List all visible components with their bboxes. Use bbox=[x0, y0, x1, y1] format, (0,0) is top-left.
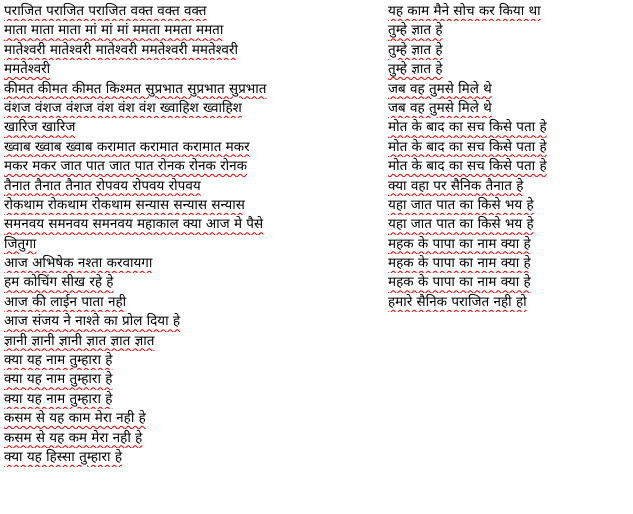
text-line[interactable]: समनवय समनवय समनवय महाकाल क्या आज मे पैसे bbox=[4, 216, 264, 233]
text-line[interactable]: जब वह तुमसे मिले थे bbox=[388, 80, 492, 97]
text-line[interactable]: तुम्हे ज्ञात हे bbox=[388, 61, 443, 78]
text-line[interactable]: यहा जात पात का किसे भय हे bbox=[388, 196, 534, 213]
text-line[interactable]: आज की लाईन पाता नही bbox=[4, 293, 127, 310]
text-line[interactable]: तुम्हे ज्ञात हे bbox=[388, 22, 443, 39]
text-line[interactable]: ज्ञानी ज्ञानी ज्ञानी ज्ञात ज्ञात ज्ञात bbox=[4, 332, 155, 349]
text-line[interactable]: वंशज वंशज वंशज वंश वंश वंश ख्वाहिश ख्वाहिश bbox=[4, 99, 242, 116]
text-line[interactable]: कसम से यह कम मेरा नही हे bbox=[4, 429, 143, 446]
text-line[interactable]: क्या यह नाम तुम्हारा हे bbox=[4, 371, 113, 388]
text-line[interactable]: हम कोचिंग सीख रहे हे bbox=[4, 274, 114, 291]
text-line[interactable]: हमारे सैनिक पराजित नही हो bbox=[388, 293, 527, 310]
text-line[interactable]: मोत के बाद का सच किसे पता हे bbox=[388, 119, 547, 136]
text-line[interactable]: मकर मकर जात पात जात पात रोनक रोनक रोनक bbox=[4, 158, 248, 175]
text-line[interactable]: यहा जात पात का किसे भय हे bbox=[388, 216, 534, 233]
text-line[interactable]: यह काम मैने सोच कर किया था bbox=[388, 3, 541, 19]
text-line[interactable]: जब वह तुमसे मिले थे bbox=[388, 99, 492, 116]
text-line[interactable]: क्या यह नाम तुम्हारा हे bbox=[4, 390, 113, 407]
text-line[interactable]: खारिज खारिज bbox=[4, 119, 76, 136]
text-line[interactable]: मोत के बाद का सच किसे पता हे bbox=[388, 158, 547, 175]
text-line[interactable]: रोकथाम रोकथाम रोकथाम सन्यास सन्यास सन्यास bbox=[4, 196, 245, 213]
right-column bbox=[388, 2, 628, 312]
text-line[interactable]: महक के पापा का नाम क्या हे bbox=[388, 255, 531, 272]
text-line[interactable]: ममतेश्वरी bbox=[4, 61, 51, 78]
text-line[interactable]: कसम से यह काम मेरा नही हे bbox=[4, 410, 146, 427]
text-line[interactable]: माता माता माता मां मां मां ममता ममता ममता bbox=[4, 22, 224, 39]
text-line[interactable]: क्या यह हिस्सा तुम्हारा हे bbox=[4, 448, 123, 465]
text-line[interactable]: तैनात तैनात तैनात रोपवय रोपवय रोपवय bbox=[4, 177, 201, 194]
text-line[interactable]: क्या वहा पर सैनिक तैनात हे bbox=[388, 177, 524, 194]
text-line[interactable]: महक के पापा का नाम क्या हे bbox=[388, 274, 531, 291]
text-line[interactable]: मातेश्वरी मातेश्वरी मातेश्वरी ममतेश्वरी ममतेश्वरी bbox=[4, 41, 238, 58]
text-line[interactable]: मोत के बाद का सच किसे पता हे bbox=[388, 138, 547, 155]
text-line[interactable]: जितुगा bbox=[4, 235, 37, 252]
text-line[interactable]: कीमत कीमत कीमत किश्मत सुप्रभात सुप्रभात सुप्रभात bbox=[4, 80, 267, 97]
text-line[interactable]: तुम्हे ज्ञात हे bbox=[388, 41, 443, 58]
left-column bbox=[4, 2, 376, 467]
text-line[interactable]: आज अभिषेक नश्ता करवायगा bbox=[4, 255, 153, 272]
text-line[interactable]: क्या यह नाम तुम्हारा हे bbox=[4, 352, 113, 369]
text-line[interactable]: पराजित पराजित पराजित वक्त वक्त वक्त bbox=[4, 3, 207, 19]
text-line[interactable]: आज संजय ने नाश्ते का प्रोल दिया हे bbox=[4, 313, 181, 330]
text-line[interactable]: ख्वाब ख्वाब ख्वाब करामात करामात करामात मकर bbox=[4, 138, 250, 155]
text-line[interactable]: महक के पापा का नाम क्या हे bbox=[388, 235, 531, 252]
